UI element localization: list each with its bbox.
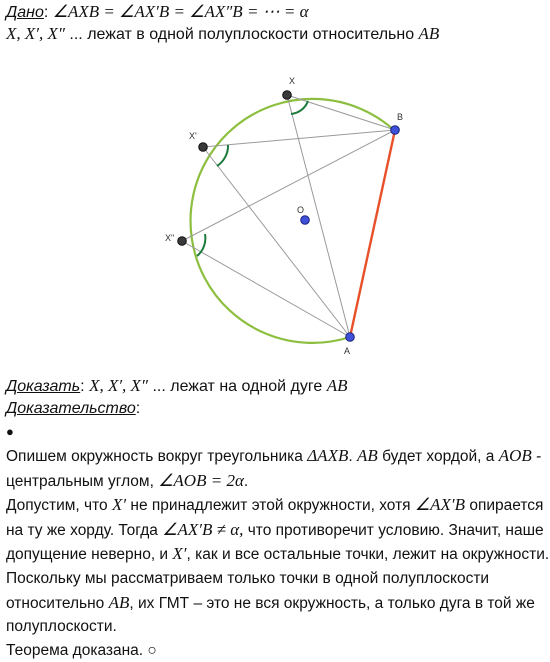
proof-p1e: центральным углом, xyxy=(6,472,154,490)
proof-body xyxy=(6,444,550,662)
point-x2 xyxy=(178,237,187,246)
angle-mark-x xyxy=(291,101,308,114)
point-o xyxy=(301,216,310,225)
triangle-lines xyxy=(182,95,395,337)
line-x2-b xyxy=(182,130,395,241)
point-b xyxy=(391,126,400,135)
prove-points: X, X′, X″ xyxy=(89,376,149,395)
proof-line-1 xyxy=(6,444,546,469)
proof-p2b: не принадлежит этой окружности, хотя xyxy=(130,497,411,515)
proof-p2-x2: X′ xyxy=(172,544,187,564)
proof-label: Доказательство xyxy=(6,400,136,417)
label-b: B xyxy=(397,112,404,122)
proof-bullet xyxy=(6,422,14,442)
label-x2: X" xyxy=(165,233,175,243)
proof-p3c: , их ГМТ – это не вся окружность, а только дуга в той же xyxy=(129,594,535,612)
proof-p3-ab: AB xyxy=(108,592,130,612)
proof-end xyxy=(6,639,546,662)
proof-line-4 xyxy=(6,518,546,543)
proof-p3a: Поскольку мы рассматриваем только точки в одной полуплоскости xyxy=(6,569,490,587)
proof-triangle: ΔAXB xyxy=(307,446,349,465)
proof-p3b: относительно xyxy=(6,594,105,612)
given-points: X, X′, X″ xyxy=(6,24,65,43)
proof-p1c: будет хордой, а xyxy=(382,448,495,465)
proof-line-8 xyxy=(6,615,546,639)
bullet-icon: ● xyxy=(6,424,14,439)
proof-p1-ab: AB xyxy=(356,446,378,465)
proof-p2c: опирается xyxy=(469,497,544,515)
line-x-b xyxy=(287,95,395,130)
given-line: Дано: ∠AXB = ∠AX′B = ∠AX″B = ⋯ = α xyxy=(6,2,309,21)
label-x1: X' xyxy=(189,131,197,141)
angle-marks xyxy=(197,101,308,256)
proof-p2-x: X′ xyxy=(111,495,127,515)
geometry-figure xyxy=(0,56,550,361)
proof-label-line: Доказательство: xyxy=(6,400,141,417)
point-x xyxy=(283,91,292,100)
prove-label: Доказать xyxy=(6,378,81,395)
proof-line-5 xyxy=(6,542,550,567)
proof-line-6 xyxy=(6,567,546,591)
proof-aob: AOB xyxy=(498,446,532,465)
point-x1 xyxy=(199,143,208,152)
proof-line-2 xyxy=(6,469,546,494)
given-segment: AB xyxy=(418,24,440,43)
proof-p1a: Опишем окружность вокруг треугольника xyxy=(6,448,303,465)
proof-p2g: , как и все остальные точки, лежит на окружности. xyxy=(186,546,550,564)
prove-text: ... лежат на одной дуге xyxy=(152,378,323,395)
proof-p2-neq: ∠AX′B ≠ α, xyxy=(162,519,244,539)
proof-p1b: . xyxy=(348,448,353,465)
label-x: X xyxy=(289,76,296,86)
line-x1-a xyxy=(203,147,350,337)
angle-mark-x2 xyxy=(197,234,205,256)
line-x-a xyxy=(287,95,350,337)
proof-p2a: Допустим, что xyxy=(6,497,108,515)
given-formula: ∠AXB = ∠AX′B = ∠AX″B = ⋯ = α xyxy=(52,2,309,21)
label-a: A xyxy=(344,346,351,356)
proof-p1d: - xyxy=(536,448,542,465)
given-points-line xyxy=(6,24,439,45)
prove-arc: AB xyxy=(326,376,348,395)
given-text: ... лежат в одной полуплоскости относительно xyxy=(69,26,415,43)
proof-p3d: полуплоскости. xyxy=(6,618,117,636)
given-label: Дано xyxy=(6,4,44,21)
proof-line-3 xyxy=(6,493,546,518)
line-x2-a xyxy=(182,241,350,337)
proof-p1f: . xyxy=(243,472,249,490)
proof-p2e: что противоречит условию. Значит, наше xyxy=(247,521,544,539)
point-a xyxy=(346,333,355,342)
proof-end-text: Теорема доказана. ○ xyxy=(6,641,157,659)
label-o: O xyxy=(297,205,305,215)
proof-p2d: на ту же хорду. Тогда xyxy=(6,521,158,539)
proof-p2-angle: ∠AX′B xyxy=(414,495,466,515)
angle-mark-x1 xyxy=(217,145,228,166)
proof-angle-eq: ∠AOB = 2α xyxy=(158,470,244,490)
proof-p2f: допущение неверно, и xyxy=(6,546,169,564)
proof-line-7 xyxy=(6,591,546,616)
chord-ab xyxy=(350,130,395,337)
prove-line: Доказать: X, X′, X″ ... лежат на одной дуге AB xyxy=(6,376,348,395)
